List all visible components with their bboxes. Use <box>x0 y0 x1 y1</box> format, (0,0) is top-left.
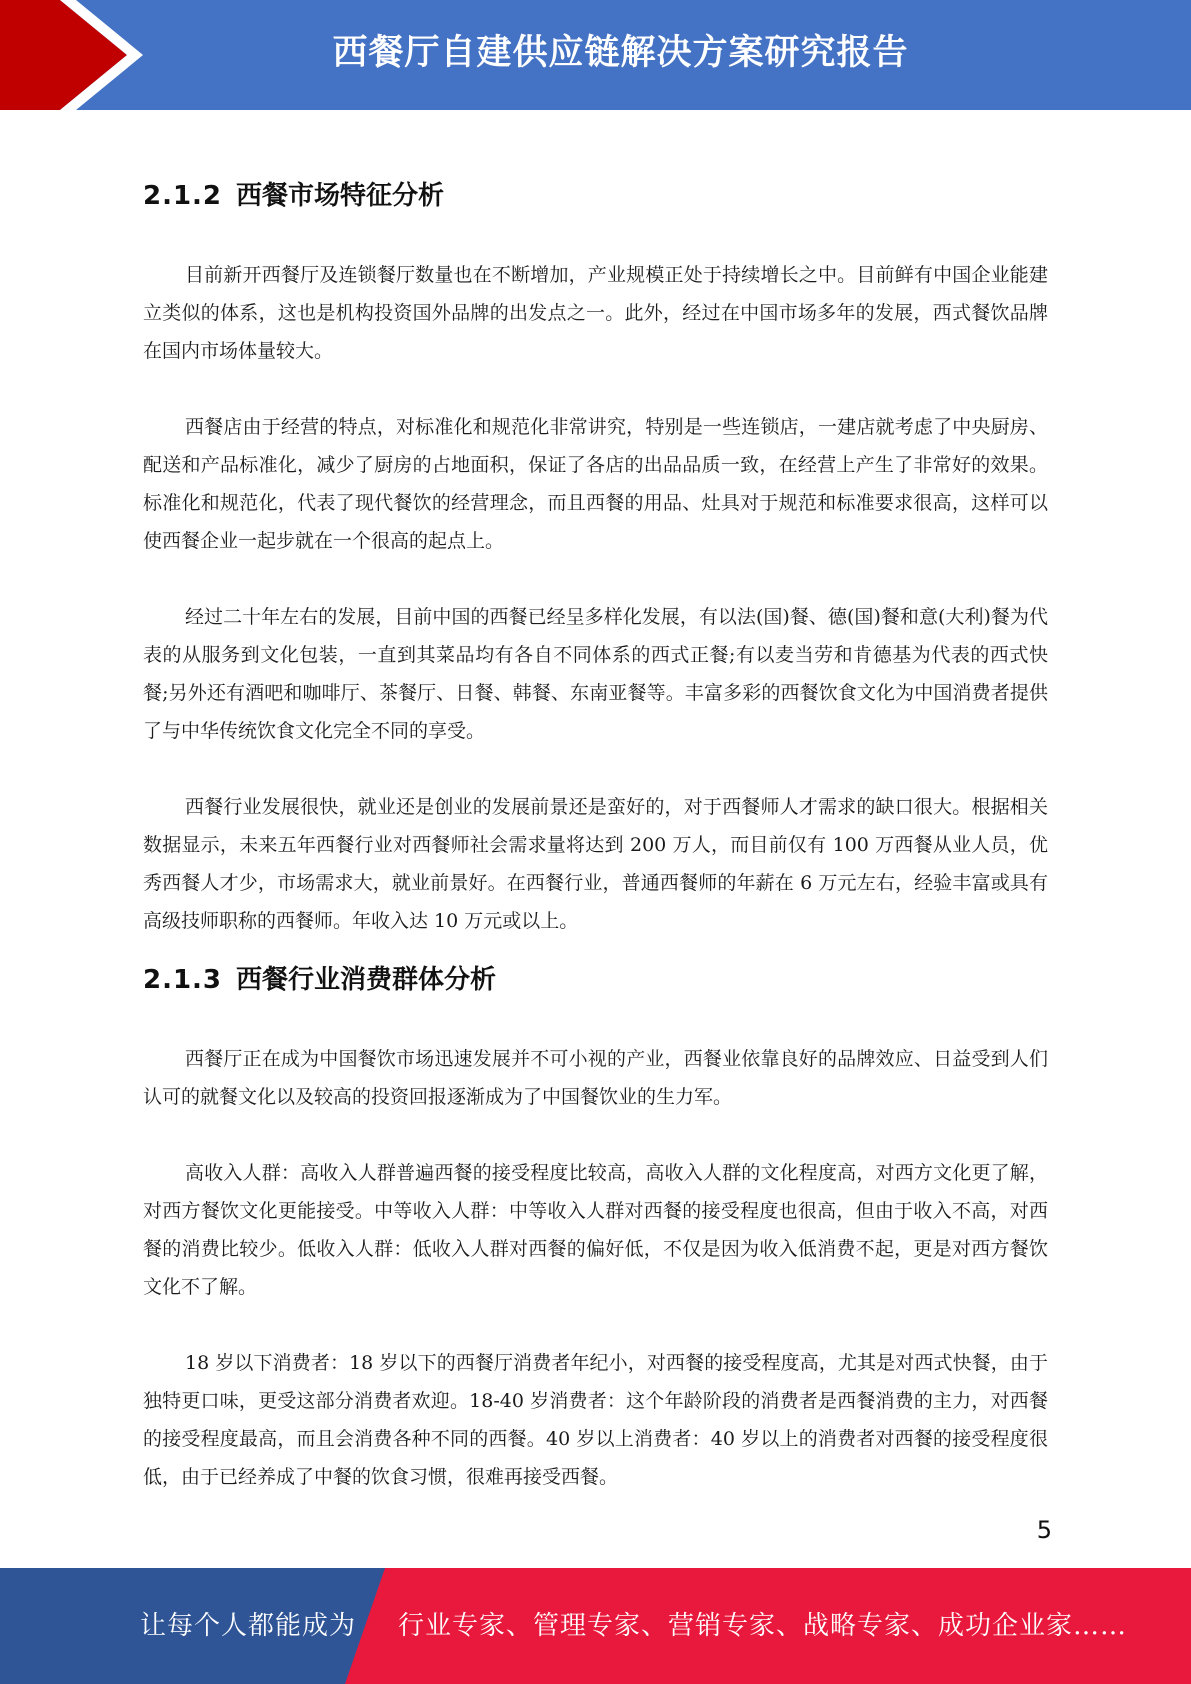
paragraph: 18 岁以下消费者：18 岁以下的西餐厅消费者年纪小，对西餐的接受程度高，尤其是对西式快餐，由于独特更口味，更受这部分消费者欢迎。18-40 岁消费者：这个年龄阶段的消费者是西餐消费的主力，对西餐的接受程度最高，而且会消费各种不同的西餐。40 岁以上消费者：40 岁以上的消费者对西餐的接受程度很低，由于已经养成了中餐的饮食习惯，很难再接受西餐。 <box>143 1352 1048 1488</box>
section-heading <box>143 950 1048 1010</box>
paragraph: 高收入人群：高收入人群普遍西餐的接受程度比较高，高收入人群的文化程度高，对西方文化更了解，对西方餐饮文化更能接受。中等收入人群：中等收入人群对西餐的接受程度也很高，但由于收入不高，对西餐的消费比较少。低收入人群：低收入人群对西餐的偏好低，不仅是因为收入低消费不起，更是对西方餐饮文化不了解。 <box>143 1162 1048 1298</box>
paragraph: 西餐行业发展很快，就业还是创业的发展前景还是蛮好的，对于西餐师人才需求的缺口很大。根据相关数据显示，未来五年西餐行业对西餐师社会需求量将达到 200 万人，而目前仅有 100 万西餐从业人员，优秀西餐人才少，市场需求大，就业前景好。在西餐行业，普通西餐师的年薪在 6 万元左右，经验丰富或具有高级技师职称的西餐师。年收入达 10 万元或以上。 <box>143 796 1048 932</box>
footer-slogan-right: 行业专家、管理专家、营销专家、战略专家、成功企业家…… <box>398 1611 1128 1641</box>
section-number: 2.1.3 <box>143 965 223 995</box>
paragraph: 经过二十年左右的发展，目前中国的西餐已经呈多样化发展，有以法(国)餐、德(国)餐和意(大利)餐为代表的从服务到文化包装，一直到其菜品均有各自不同体系的西式正餐;有以麦当劳和肯德基为代表的西式快餐;另外还有酒吧和咖啡厅、茶餐厅、日餐、韩餐、东南亚餐等。丰富多彩的西餐饮食文化为中国消费者提供了与中华传统饮食文化完全不同的享受。 <box>143 606 1048 742</box>
paragraph: 西餐厅正在成为中国餐饮市场迅速发展并不可小视的产业，西餐业依靠良好的品牌效应、日益受到人们认可的就餐文化以及较高的投资回报逐渐成为了中国餐饮业的生力军。 <box>143 1048 1048 1108</box>
footer-banner <box>0 1568 1191 1684</box>
section-heading <box>143 166 1048 226</box>
header-arrow-decoration <box>0 0 160 110</box>
section-number: 2.1.2 <box>143 181 223 211</box>
header-banner <box>0 0 1191 110</box>
footer-slogan-left: 让每个人都能成为 <box>140 1611 357 1641</box>
paragraph: 西餐店由于经营的特点，对标准化和规范化非常讲究，特别是一些连锁店，一建店就考虑了中央厨房、配送和产品标准化，减少了厨房的占地面积，保证了各店的出品品质一致，在经营上产生了非常好的效果。标准化和规范化，代表了现代餐饮的经营理念，而且西餐的用品、灶具对于规范和标准要求很高，这样可以使西餐企业一起步就在一个很高的起点上。 <box>143 416 1048 552</box>
section-title: 西餐行业消费群体分析 <box>236 965 497 995</box>
page-number: 5 <box>1036 1516 1052 1544</box>
page-content <box>143 150 1048 1496</box>
document-title: 西餐厅自建供应链解决方案研究报告 <box>332 33 909 73</box>
section-title: 西餐市场特征分析 <box>236 181 445 211</box>
paragraph: 目前新开西餐厅及连锁餐厅数量也在不断增加，产业规模正处于持续增长之中。目前鲜有中国企业能建立类似的体系，这也是机构投资国外品牌的出发点之一。此外，经过在中国市场多年的发展，西式餐饮品牌在国内市场体量较大。 <box>143 264 1048 362</box>
